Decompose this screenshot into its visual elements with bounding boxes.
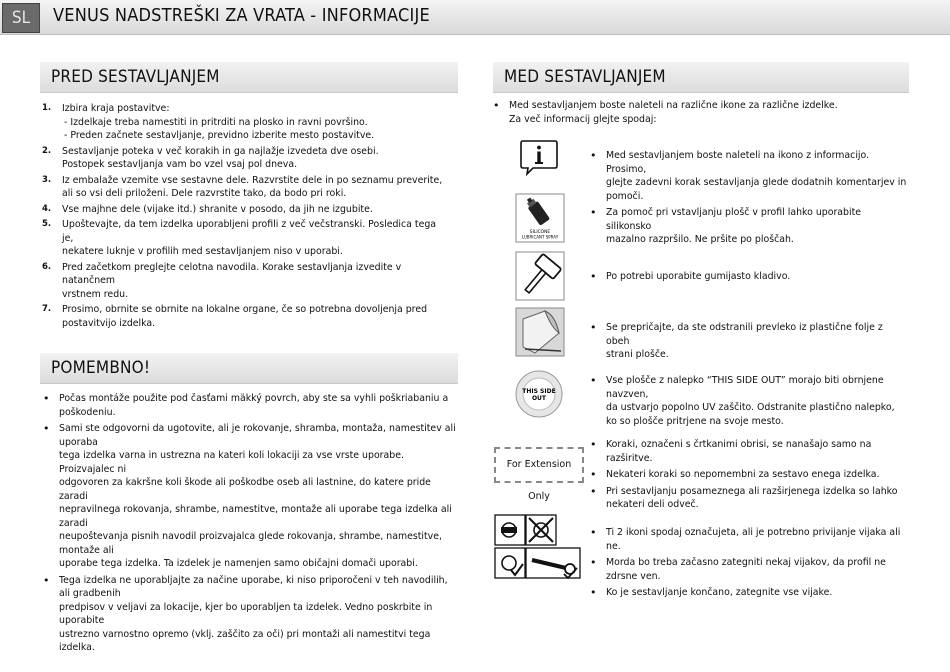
document-title: VENUS NADSTREŠKI ZA VRATA - INFORMACIJE [53,5,430,26]
screws-item [587,526,917,553]
info-icon [519,138,559,180]
top-bar [0,0,950,35]
step-number: 3. [42,174,52,185]
important-line: • Tega izdelka ne uporabljajte za načine uporabe, ki niso priporočeni v teh navodilih, ali gradbenih [59,574,448,599]
step-number: 6. [42,261,52,272]
extension-only-badge: For Extension Only [494,447,584,483]
extension-line: • Nekateri koraki so nepomembni za sestavo enega izdelka. [606,469,880,480]
step-line: Postopek sestavljanja vam bo vzel vsaj pol dneva. [62,159,298,170]
step-number: 7. [42,304,52,314]
section-title-before: PRED SESTAVLJANJEM [51,67,220,87]
side-item [587,374,907,428]
step-number: 5. [42,219,52,229]
step-line: - Izdelkaje treba namestiti in pritrditi na plosko in ravni površino. [64,116,368,128]
badge-line-2: OUT [531,395,547,402]
step-item [40,174,450,201]
spray-item [587,206,907,247]
film-line: • Se prepričajte, da ste odstranili prevleko iz plastične folje z obeh [606,322,883,347]
step-line: Pred začetkom preglejte celotna navodila. Korake sestavljanja izvedite v natančnem [62,261,402,286]
peel-film-icon [515,307,565,361]
screw-cross-icon [526,515,556,545]
extension-line: • Pri sestavljanju posameznega ali razširjenega izdelka so lahko [606,485,898,497]
screws-item [587,586,917,600]
important-item [40,574,460,655]
step-line: Upoštevajte, da tem izdelka uporabljeni profili z več večstranski. Posledica tega je, [62,219,437,244]
film-line: strani plošče. [606,349,669,360]
step-number: 1. [42,103,52,113]
side-line: • Vse plošče z nalepko “THIS SIDE OUT” morajo biti obrnjene navzven, [606,375,884,400]
screws-item [587,556,917,583]
silicone-spray-icon [515,193,565,247]
important-line: predpisov v veljavi za lokacije, kjer bo uporabljen ta izdelek. Vedno poskrbite in uporabite [59,601,433,626]
side-line: da ustvarjo popolno UV zaščito. Odstranite plastično nalepko, [606,402,895,413]
spray-line: mazalno razpršilo. Ne pršite po ploščah. [606,234,794,245]
film-text [587,321,907,365]
no-screw-icon [495,515,525,545]
step-item [40,303,450,330]
section-title-important: POMEMBNO! [51,358,151,378]
important-line: • Sami ste odgovorni da ugotovite, ali je rokovanje, shramba, montaža, namestitev ali uporaba [59,423,456,448]
step-line: ali so vsi deli priloženi. Dele razvrstite tako, da bodo pri roki. [62,188,347,199]
important-line: odgovoren za kakršne koli škode ali poškodbe oseb ali lastnine, do katere pride zaradi [59,477,431,502]
step-item [40,218,450,259]
screws-line: • Morda bo treba začasno zategniti nekaj vijakov, da profil ne zdrsne ven. [606,557,886,582]
important-line: neupoštevanja pisnih navodil proizvajalca glede rokovanja, shrambe, namestitve, montaže ali [59,531,442,556]
spray-label-1: SILICONE [529,230,551,235]
step-line: - Preden začnete sestavljanje, previdno izberite mesto postavitve. [64,130,375,141]
mallet-item [587,270,907,284]
before-steps-list [40,102,450,332]
screw-check-icon [495,548,525,578]
important-line: tega izdelka varna in ustrezna na kateri koli lokaciji za vse vrste uporabe. Proizvajalec ni [59,450,404,475]
side-line: ko so plošče pritrjene na svoje mesto. [606,415,784,427]
screws-line: • Ti 2 ikoni spodaj označujeta, ali je potrebno privijanje vijaka ali ne. [606,527,901,552]
mallet-line: • Po potrebi uporabite gumijasto kladivo. [606,271,791,282]
section-title-during: MED SESTAVLJANJEM [504,67,666,87]
step-number: 2. [42,145,52,156]
wrench-icon [526,548,580,578]
step-line: Izbira kraja postavitve: [62,103,170,114]
extension-item [587,468,907,482]
badge-line-1: THIS SIDE [522,388,556,395]
step-line: Prosimo, obrnite se obrnite na lokalne organe, če so potrebna dovoljenja pred [62,304,428,315]
screws-line: • Ko je sestavljanje končano, zategnite vse vijake. [606,587,833,598]
extension-item [587,438,907,465]
extension-text [587,438,907,515]
screw-icons-group [494,514,594,584]
important-item [40,422,460,571]
important-line: ustrezno varnostno opremo (vklj. zaščito za oči) pri montaži ali namestitvi tega izdelka. [59,628,431,653]
step-line: vrstnem redu. [62,288,129,300]
step-item [40,145,450,172]
intro-line: Za več informacij glejte spodaj: [509,113,657,125]
spray-line: • Za pomoč pri vstavljanju plošč v profil lahko uporabite silikonsko [606,207,862,232]
step-line: postavitvijo izdelka. [62,317,156,329]
film-item [587,321,907,362]
important-line: nepravilnega rokovanja, shrambe, namestitve, montaže ali uporabe tega izdelka ali zaradi [59,504,452,529]
spray-text [587,206,907,250]
spray-label-2: LUBRICANT SPRAY [521,234,559,240]
step-number: 4. [42,203,52,214]
intro-line: • Med sestavljanjem boste naleteli na različne ikone za različne izdelke. [509,100,838,111]
extension-line: nekateri deli odveč. [606,499,699,510]
important-line: • Počas montáže použite pod časťami mäkký povrch, aby ste sa vyhli poškriabaniu a poškodeniu. [59,393,449,418]
step-line: Sestavljanje poteka v več korakih in ga najlažje izvedeta dve osebi. [62,145,379,157]
step-line: Iz embalaže vzemite vse sestavne dele. Razvrstite dele in po seznamu preverite, [62,174,443,186]
info-item [587,149,907,203]
this-side-out-icon [514,369,564,423]
intro-item [490,99,910,126]
section-header-before [40,62,458,93]
step-line: Vse majhne dele (vijake itd.) shranite v posodo, da jih ne izgubite. [62,203,373,215]
step-item [40,203,450,217]
section-header-important [40,353,458,384]
rubber-mallet-icon [515,251,565,305]
important-line: uporabe tega izdelka. Ta izdelek je namenjen samo običajni domači uporabi. [59,558,418,569]
screws-text [587,526,917,603]
extension-item [587,485,907,512]
step-line: nekatere luknje v profilih med sestavljanjem niso v uporabi. [62,246,343,257]
section-header-during [493,62,909,93]
important-list [40,392,460,658]
step-item [40,102,450,143]
side-text [587,374,907,431]
during-intro [490,99,910,129]
extension-line: • Koraki, označeni s črtkanimi obrisi, se nanašajo samo na razširitve. [606,439,872,464]
info-line: glejte zadevni korak sestavljanja glede dodatnih komentarjev in pomoči. [606,177,907,202]
language-badge: SL [2,3,40,33]
important-item [40,392,460,419]
mallet-text [587,270,907,287]
info-text [587,149,907,206]
info-line: • Med sestavljanjem boste naleteli na ikono z informacijo. Prosimo, [606,150,870,175]
step-item [40,261,450,302]
